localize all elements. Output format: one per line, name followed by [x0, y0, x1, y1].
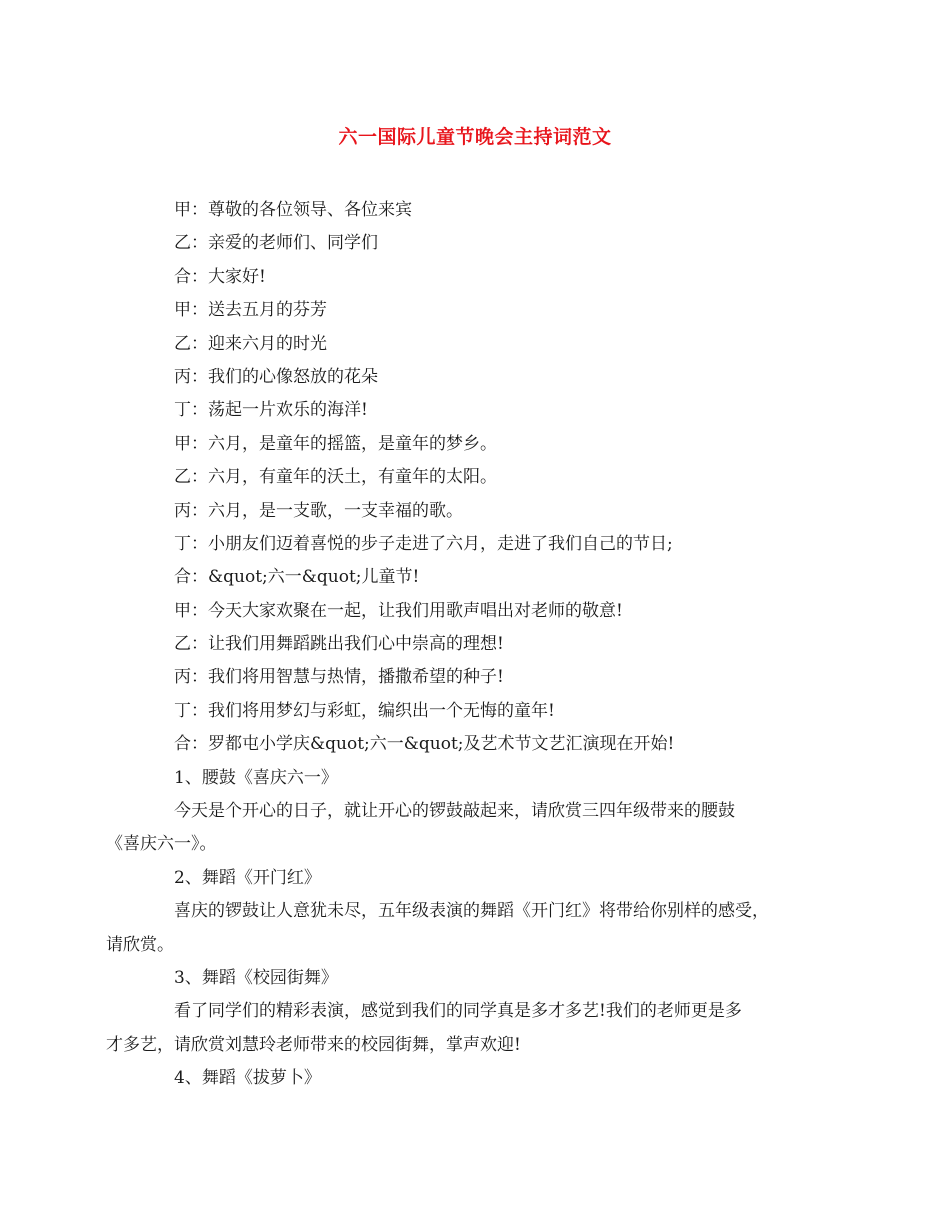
- dialogue-line: 丙：六月，是一支歌，一支幸福的歌。: [174, 500, 463, 521]
- dialogue-line: 甲：尊敬的各位领导、各位来宾: [174, 200, 412, 220]
- section-description: [106, 795, 820, 862]
- dialogue-line: 丙：我们的心像怒放的花朵: [174, 366, 378, 387]
- dialogue-line: 甲：送去五月的芬芳: [174, 300, 327, 321]
- dialogue-line: 乙：六月，有童年的沃土，有童年的太阳。: [174, 467, 497, 488]
- dialogue-line: 丁：荡起一片欢乐的海洋!: [174, 400, 368, 421]
- dialogue-line: 甲：今天大家欢聚在一起，让我们用歌声唱出对老师的敬意!: [174, 600, 623, 621]
- section-title: 2、舞蹈《开门红》: [174, 867, 321, 888]
- dialogue-line: 合：罗都屯小学庆&quot;六一&quot;及艺术节文艺汇演现在开始!: [174, 734, 675, 755]
- dialogue-line: 乙：亲爱的老师们、同学们: [174, 233, 378, 254]
- section-description: [106, 995, 820, 1062]
- section-description: [106, 895, 820, 962]
- dialogue-line: 合：大家好!: [174, 266, 266, 287]
- document-title: 六一国际儿童节晚会主持词范文: [338, 126, 612, 148]
- dialogue-line: 丁：我们将用梦幻与彩虹，编织出一个无悔的童年!: [174, 700, 555, 721]
- dialogue-line: 甲：六月，是童年的摇篮，是童年的梦乡。: [174, 433, 497, 454]
- section-title: 1、腰鼓《喜庆六一》: [174, 767, 338, 788]
- dialogue-line: 乙：让我们用舞蹈跳出我们心中崇高的理想!: [174, 634, 504, 655]
- document-body: [106, 194, 820, 1096]
- section-description-line: 请欣赏。: [106, 934, 174, 955]
- section-title: 4、舞蹈《拔萝卜》: [174, 1068, 321, 1089]
- section-description-line: 才多艺，请欣赏刘慧玲老师带来的校园街舞，掌声欢迎!: [106, 1034, 521, 1055]
- dialogue-line: 丁：小朋友们迈着喜悦的步子走进了六月，走进了我们自己的节日;: [174, 533, 673, 554]
- section-description-line: 看了同学们的精彩表演，感觉到我们的同学真是多才多艺!我们的老师更是多: [174, 1001, 742, 1022]
- dialogue-line: 合：&quot;六一&quot;儿童节!: [174, 567, 420, 588]
- dialogue-line: 乙：迎来六月的时光: [174, 333, 327, 354]
- section-description-line: 《喜庆六一》。: [106, 834, 217, 855]
- section-title: 3、舞蹈《校园街舞》: [174, 968, 338, 989]
- dialogue-line: 丙：我们将用智慧与热情，播撒希望的种子!: [174, 667, 504, 688]
- section-description-line: 喜庆的锣鼓让人意犹未尽，五年级表演的舞蹈《开门红》将带给你别样的感受，: [174, 901, 769, 922]
- section-description-line: 今天是个开心的日子，就让开心的锣鼓敲起来，请欣赏三四年级带来的腰鼓: [174, 801, 735, 822]
